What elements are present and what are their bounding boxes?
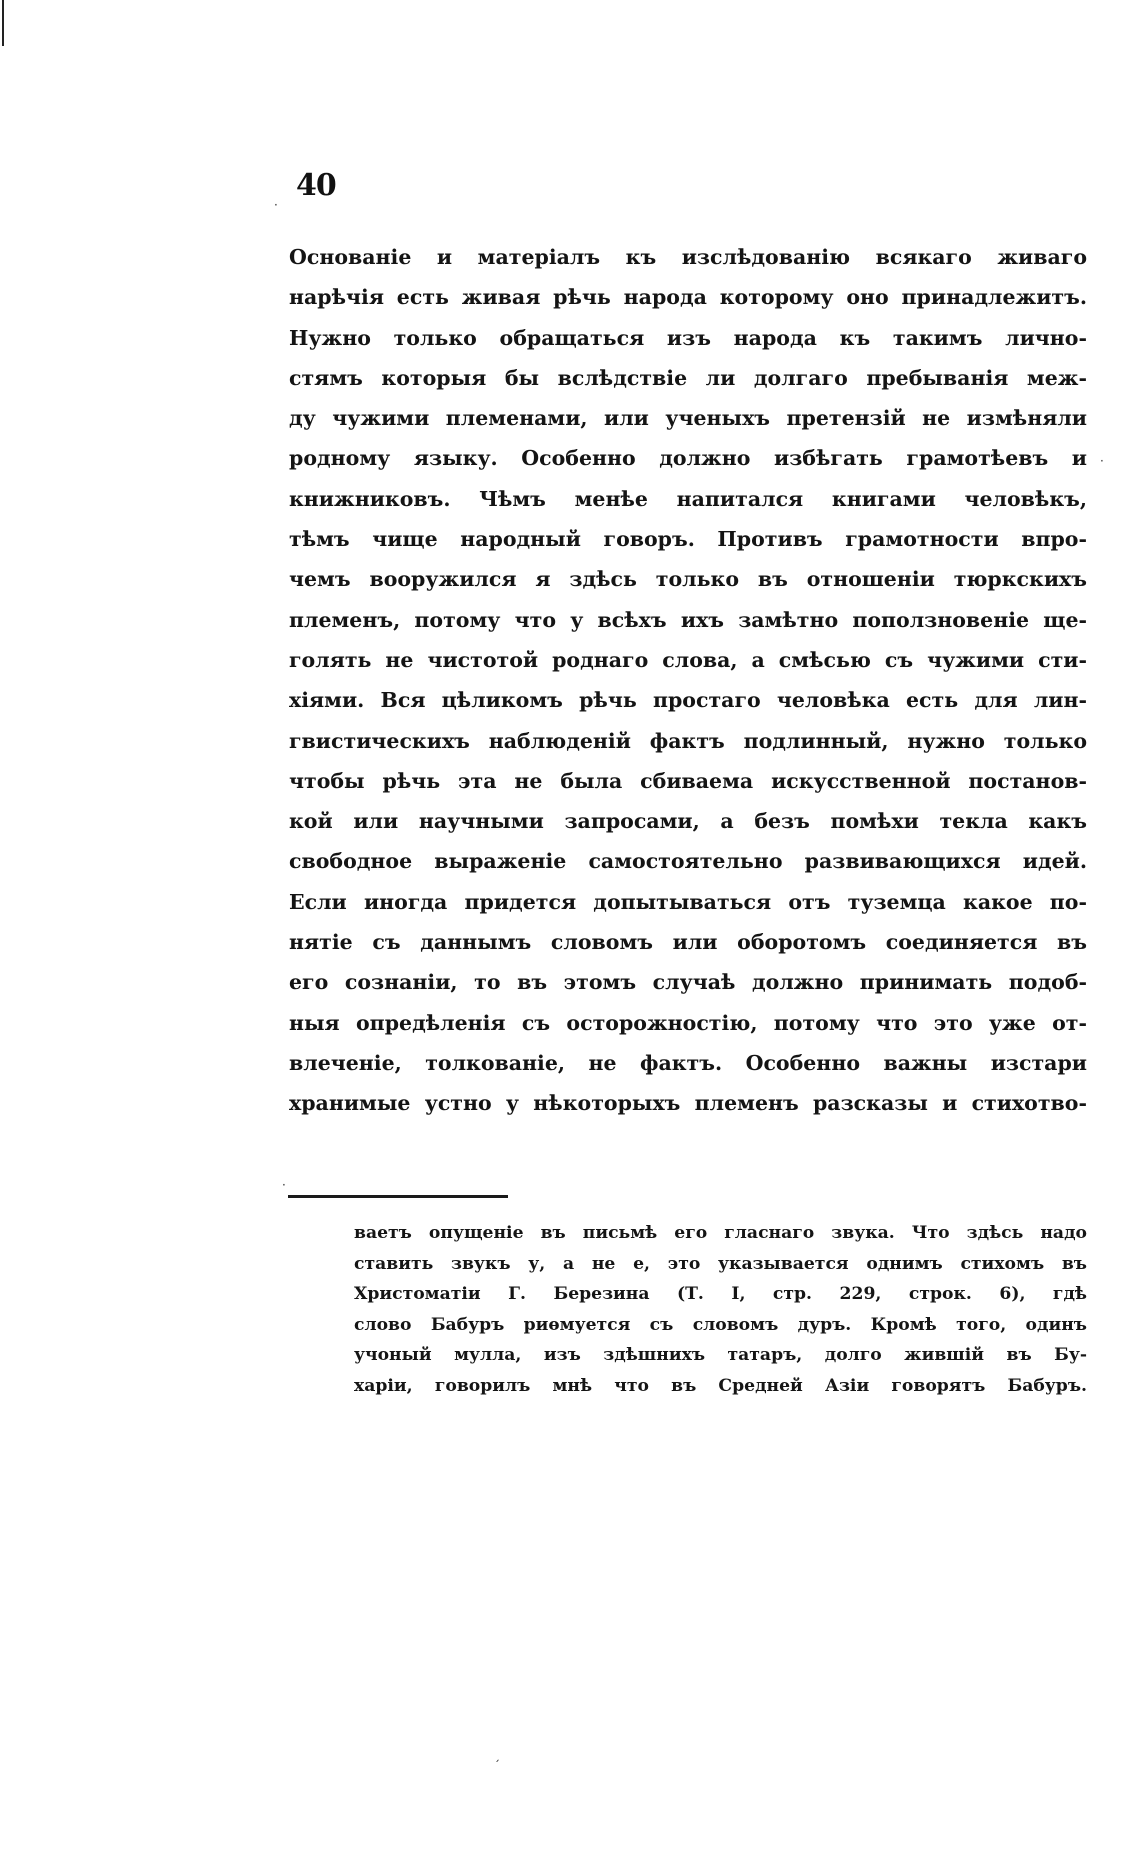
text-line: книжниковъ. Чѣмъ менѣе напитался книгами человѣкъ, [289,486,1087,511]
footnote-line: слово Бабуръ риѳмуется съ словомъ дуръ. Кромѣ того, одинъ [354,1314,1087,1335]
text-line: стямъ которыя бы вслѣдствіе ли долгаго пребыванія меж- [289,365,1087,390]
text-line: его сознаніи, то въ этомъ случаѣ должно принимать подоб- [289,970,1087,995]
scan-speck: ˏ [494,1748,500,1762]
scan-speck: · [1100,454,1104,468]
text-line: Если иногда придется допытываться отъ туземца какое по- [289,889,1087,914]
scan-speck: · [282,1178,286,1192]
scan-edge-mark [2,0,4,46]
footnote-line: харіи, говорилъ мнѣ что въ Средней Азіи говорятъ Бабуръ. [354,1375,1087,1396]
text-line: Основаніе и матеріалъ къ изслѣдованію всякаго живаго [289,245,1087,269]
footnote-separator [288,1195,508,1198]
text-line: ду чужими племенами, или ученыхъ претензій не измѣняли [289,406,1087,431]
text-line: тѣмъ чище народный говоръ. Противъ грамотности впро- [289,527,1087,552]
text-line: кой или научными запросами, а безъ помѣхи текла какъ [289,809,1087,834]
text-line: родному языку. Особенно должно избѣгать грамотѣевъ и [289,446,1087,471]
main-paragraph [289,237,1087,1124]
footnote-line: ваетъ опущеніе въ письмѣ его гласнаго звука. Что здѣсь надо [354,1223,1087,1243]
text-line: чтобы рѣчь эта не была сбиваема искусственной постанов- [289,768,1087,793]
text-line: гвистическихъ наблюденій фактъ подлинный, нужно только [289,728,1087,753]
scan-speck: · [274,198,278,212]
text-line: ныя опредѣленія съ осторожностію, потому что это уже от- [289,1010,1087,1035]
text-line: голять не чистотой роднаго слова, а смѣсью съ чужими сти- [289,647,1087,672]
footnote-line: Христоматіи Г. Березина (Т. I, стр. 229, строк. 6), гдѣ [354,1284,1087,1305]
footnote [354,1218,1087,1402]
text-line: чемъ вооружился я здѣсь только въ отношеніи тюркскихъ [289,567,1087,592]
text-line: свободное выраженіе самостоятельно развивающихся идей. [289,849,1087,874]
page-number: 40 [296,168,336,203]
text-line: Нужно только обращаться изъ народа къ такимъ лично- [289,325,1087,350]
text-line: влеченіе, толкованіе, не фактъ. Особенно важны изстари [289,1050,1087,1075]
text-line: хранимые устно у нѣкоторыхъ племенъ разсказы и стихотво- [289,1091,1087,1116]
text-line: нятіе съ даннымъ словомъ или оборотомъ соединяется въ [289,930,1087,955]
text-line: нарѣчія есть живая рѣчь народа которому оно принадлежитъ. [289,285,1087,310]
footnote-line: учоный мулла, изъ здѣшнихъ татаръ, долго жившій въ Бу- [354,1345,1087,1366]
footnote-line: ставить звукъ у, а не е, это указывается однимъ стихомъ въ [354,1253,1087,1274]
text-line: хіями. Вся цѣликомъ рѣчь простаго человѣка есть для лин- [289,688,1087,713]
text-line: племенъ, потому что у всѣхъ ихъ замѣтно поползновеніе ще- [289,607,1087,632]
